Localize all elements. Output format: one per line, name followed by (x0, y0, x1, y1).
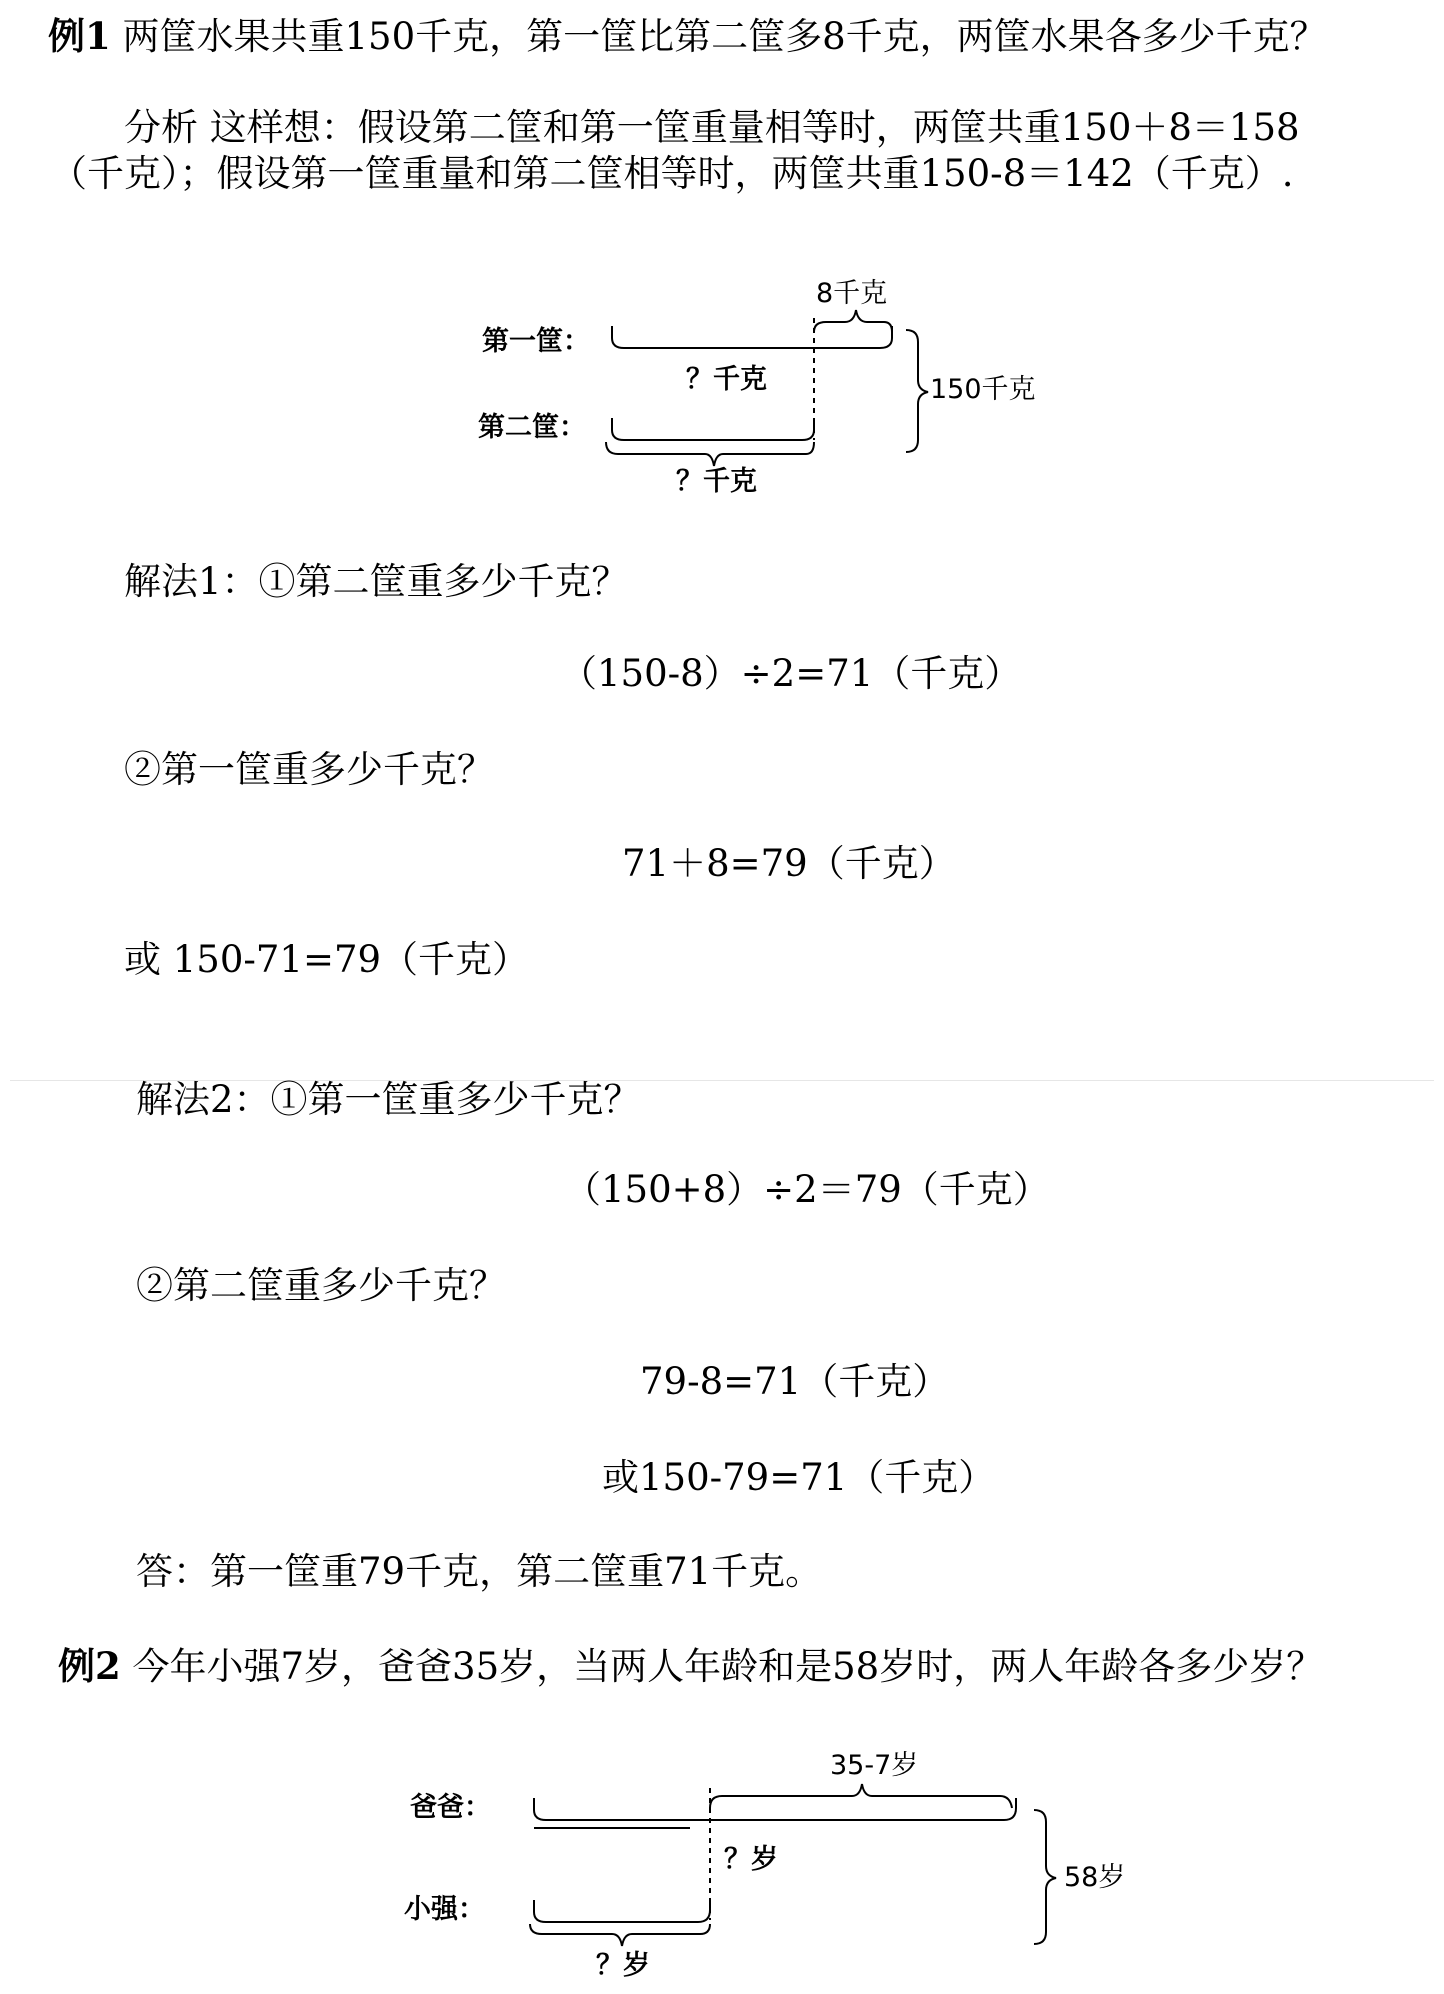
diagram2-row2-label: 小强： (404, 1894, 485, 1925)
solution2-eq1: （150+8）÷2＝79（千克） (564, 1168, 1050, 1211)
example1-analysis-line2: （千克）；假设第一筐重量和第二筐相等时，两筐共重150-8＝142（千克）. (50, 152, 1294, 195)
example1-label: 例1 (48, 14, 111, 58)
diagram2-total-label: 58岁 (1064, 1862, 1126, 1893)
solution2-step1: 解法2：①第一筐重多少千克？ (136, 1078, 641, 1121)
diagram2-q1-label: ？岁 (724, 1844, 778, 1875)
solution1-step2: ②第一筐重多少千克？ (124, 748, 494, 791)
solution1-eq3: 或 150-71=79（千克） (124, 938, 530, 981)
example1-analysis-line1: 分析 这样想：假设第二筐和第一筐重量相等时，两筐共重150＋8＝158 (124, 106, 1300, 149)
solution1-eq2: 71＋8=79（千克） (622, 842, 956, 885)
solution2-eq2: 79-8=71（千克） (640, 1360, 950, 1403)
father-brace (534, 1798, 1016, 1820)
diagram1-row2-label: 第二筐： (478, 412, 586, 443)
solution1-eq1: （150-8）÷2=71（千克） (560, 652, 1022, 695)
total-brace-2 (1034, 1810, 1056, 1944)
diagram2-row1-label: 爸爸： (410, 1792, 491, 1823)
example2-label: 例2 (58, 1644, 121, 1688)
solution2-step2: ②第二筐重多少千克？ (136, 1264, 506, 1307)
solution1-step1: 解法1：①第二筐重多少千克？ (124, 560, 629, 603)
diagram2-diff-label: 35-7岁 (830, 1750, 919, 1781)
solution2-eq3: 或150-79=71（千克） (602, 1456, 996, 1499)
son-brace (534, 1900, 710, 1922)
example1-question-text: 两筐水果共重150千克，第一筐比第二筐多8千克，两筐水果各多少千克？ (122, 15, 1327, 58)
example1-answer: 答：第一筐重79千克，第二筐重71千克。 (136, 1550, 823, 1593)
diagram1-row1-label: 第一筐： (482, 326, 590, 357)
diagram1-q1-label: ？千克 (686, 364, 767, 395)
son-q-brace (530, 1924, 710, 1946)
diagram1-q2-label: ？千克 (676, 466, 757, 497)
example2-question-text: 今年小强7岁，爸爸35岁，当两人年龄和是58岁时，两人年龄各多少岁？ (132, 1645, 1324, 1688)
diagram1-diff-label: 8千克 (816, 278, 888, 309)
diagram1-total-label: 150千克 (930, 374, 1036, 405)
diagram2-q2-label: ？岁 (596, 1950, 650, 1981)
